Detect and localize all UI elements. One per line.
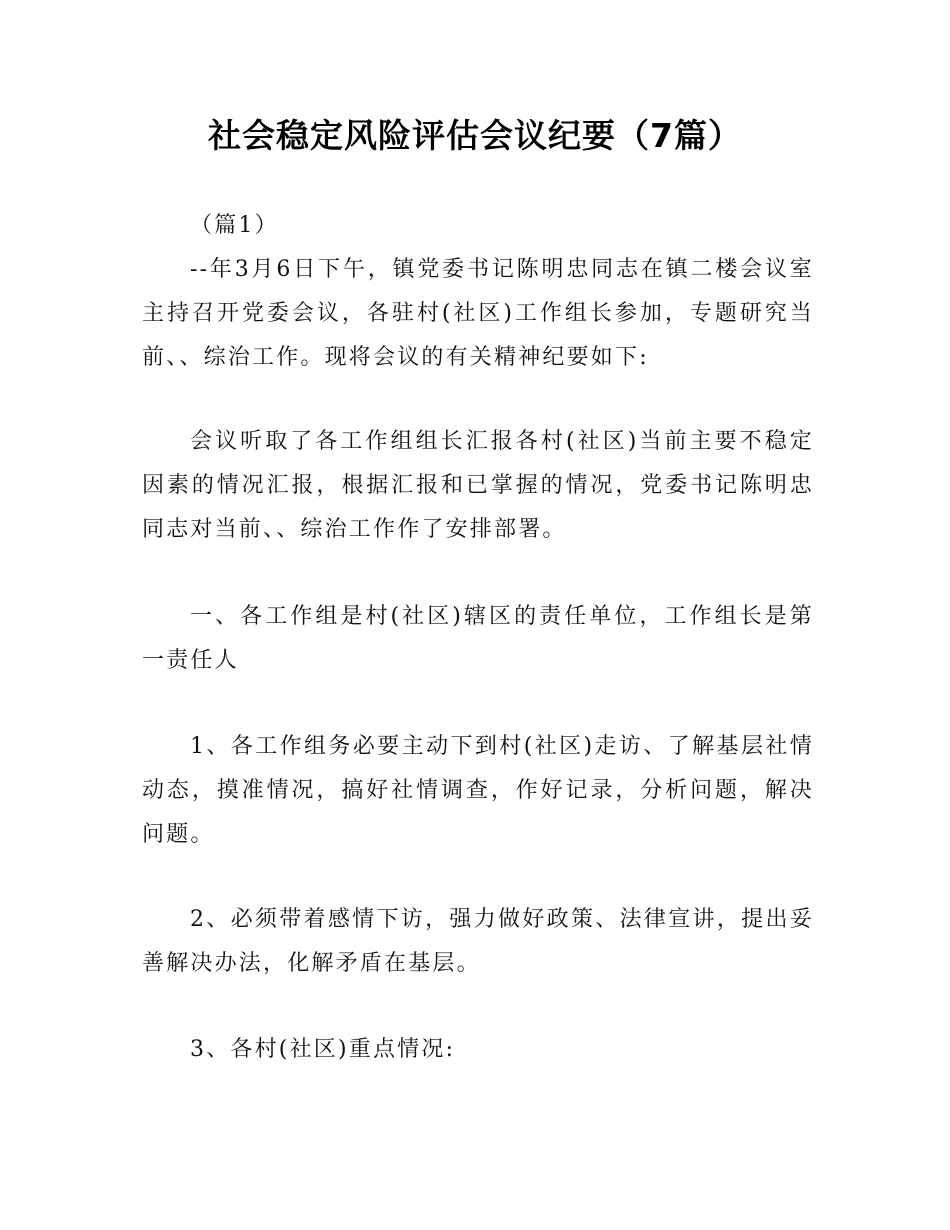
paragraph-text: 会议听取了各工作组组长汇报各村(社区)当前主要不稳定因素的情况汇报，根据汇报和已掌握的情况，党委书记陈明忠同志对当前、、综治工作作了安排部署。 [142,429,814,542]
section-label [142,204,814,248]
paragraph-2 [142,420,814,552]
paragraph-text: 2、必须带着感情下访，强力做好政策、法律宣讲，提出妥善解决办法，化解矛盾在基层。 [142,907,814,976]
paragraph-6 [142,1028,814,1072]
paragraph-text: --年3月6日下午，镇党委书记陈明忠同志在镇二楼会议室主持召开党委会议，各驻村(社区)工作组长参加，专题研究当前、、综治工作。现将会议的有关精神纪要如下: [142,257,814,370]
paragraph-5 [142,898,814,986]
paragraph-4 [142,725,814,857]
section-label-text: （篇1） [190,213,279,238]
paragraph-3 [142,595,814,683]
paragraph-text: 3、各村(社区)重点情况: [190,1037,456,1062]
paragraph-1 [142,248,814,380]
paragraph-text: 一、各工作组是村(社区)辖区的责任单位，工作组长是第一责任人 [142,604,814,673]
document-title: 社会稳定风险评估会议纪要（7篇） [208,116,742,155]
paragraph-text: 1、各工作组务必要主动下到村(社区)走访、了解基层社情动态，摸准情况，搞好社情调查，作好记录，分析问题，解决问题。 [142,734,814,847]
